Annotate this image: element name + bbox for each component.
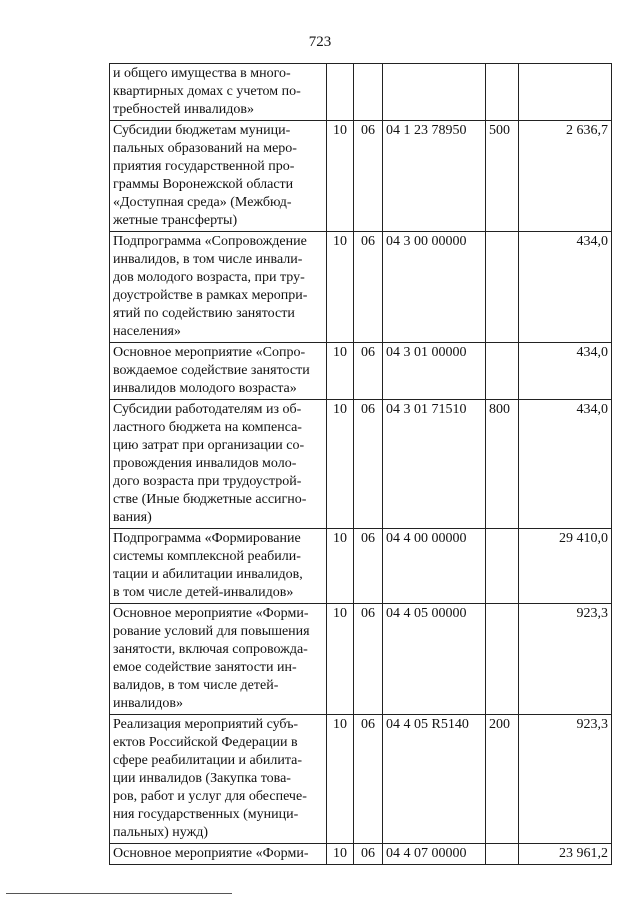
row-name: Основное мероприятие «Сопро- вождаемое содействие занятости инвалидов молодого возраста» [110, 343, 327, 400]
row-subsection-code [354, 64, 383, 121]
row-amount: 29 410,0 [519, 529, 612, 604]
row-amount: 434,0 [519, 400, 612, 529]
row-expense-type-code [486, 529, 519, 604]
table-row [110, 715, 612, 844]
row-target-article-code: 04 4 05 R5140 [383, 715, 486, 844]
row-subsection-code: 06 [354, 529, 383, 604]
table-row [110, 343, 612, 400]
row-name: Реализация мероприятий субъ- ектов Российской Федерации в сфере реабилитации и абилита- ции инвалидов (Закупка това- ров, работ и услуг для обеспече- ния государственных (муници- пальных) нужд) [110, 715, 327, 844]
row-name: и общего имущества в много- квартирных домах с учетом по- требностей инвалидов» [110, 64, 327, 121]
row-subsection-code: 06 [354, 343, 383, 400]
row-target-article-code: 04 3 00 00000 [383, 232, 486, 343]
row-expense-type-code: 200 [486, 715, 519, 844]
row-expense-type-code [486, 844, 519, 865]
row-target-article-code: 04 1 23 78950 [383, 121, 486, 232]
row-subsection-code: 06 [354, 232, 383, 343]
table-row [110, 529, 612, 604]
row-section-code: 10 [327, 604, 354, 715]
row-name: Подпрограмма «Формирование системы комплексной реабили- тации и абилитации инвалидов, в том числе детей-инвалидов» [110, 529, 327, 604]
row-subsection-code: 06 [354, 121, 383, 232]
row-amount: 923,3 [519, 604, 612, 715]
row-amount: 923,3 [519, 715, 612, 844]
row-expense-type-code [486, 64, 519, 121]
table-row [110, 232, 612, 343]
row-target-article-code [383, 64, 486, 121]
row-subsection-code: 06 [354, 604, 383, 715]
row-expense-type-code: 800 [486, 400, 519, 529]
table-row [110, 121, 612, 232]
budget-table [109, 63, 612, 865]
row-name: Субсидии работодателям из об- ластного бюджета на компенса- цию затрат при организации со- провождения инвалидов моло- дого возраста при трудоустрой- стве (Иные бюджетные ассигно- вания) [110, 400, 327, 529]
row-amount: 434,0 [519, 232, 612, 343]
row-amount: 434,0 [519, 343, 612, 400]
row-subsection-code: 06 [354, 400, 383, 529]
row-name: Основное мероприятие «Форми- рование условий для повышения занятости, включая сопровожда- емое содействие занятости ин- валидов, в том числе детей- инвалидов» [110, 604, 327, 715]
table-row [110, 844, 612, 865]
row-expense-type-code: 500 [486, 121, 519, 232]
table-row [110, 604, 612, 715]
row-section-code: 10 [327, 400, 354, 529]
row-target-article-code: 04 3 01 00000 [383, 343, 486, 400]
row-amount: 23 961,2 [519, 844, 612, 865]
row-section-code: 10 [327, 121, 354, 232]
row-section-code: 10 [327, 529, 354, 604]
row-expense-type-code [486, 343, 519, 400]
row-expense-type-code [486, 604, 519, 715]
footnote-separator [6, 893, 232, 894]
table-row [110, 64, 612, 121]
row-name: Основное мероприятие «Форми- [110, 844, 327, 865]
row-target-article-code: 04 3 01 71510 [383, 400, 486, 529]
row-target-article-code: 04 4 00 00000 [383, 529, 486, 604]
row-amount [519, 64, 612, 121]
row-section-code [327, 64, 354, 121]
table-row [110, 400, 612, 529]
row-expense-type-code [486, 232, 519, 343]
row-subsection-code: 06 [354, 715, 383, 844]
row-amount: 2 636,7 [519, 121, 612, 232]
row-section-code: 10 [327, 232, 354, 343]
row-subsection-code: 06 [354, 844, 383, 865]
page-number: 723 [308, 34, 332, 50]
row-name: Подпрограмма «Сопровождение инвалидов, в том числе инвали- дов молодого возраста, при тру- доустройстве в рамках меропри- ятий по содействию занятости населения» [110, 232, 327, 343]
row-section-code: 10 [327, 343, 354, 400]
row-section-code: 10 [327, 844, 354, 865]
row-section-code: 10 [327, 715, 354, 844]
row-target-article-code: 04 4 07 00000 [383, 844, 486, 865]
row-target-article-code: 04 4 05 00000 [383, 604, 486, 715]
row-name: Субсидии бюджетам муници- пальных образований на меро- приятия государственной про- граммы Воронежской области «Доступная среда» (Межбюд- жетные трансферты) [110, 121, 327, 232]
